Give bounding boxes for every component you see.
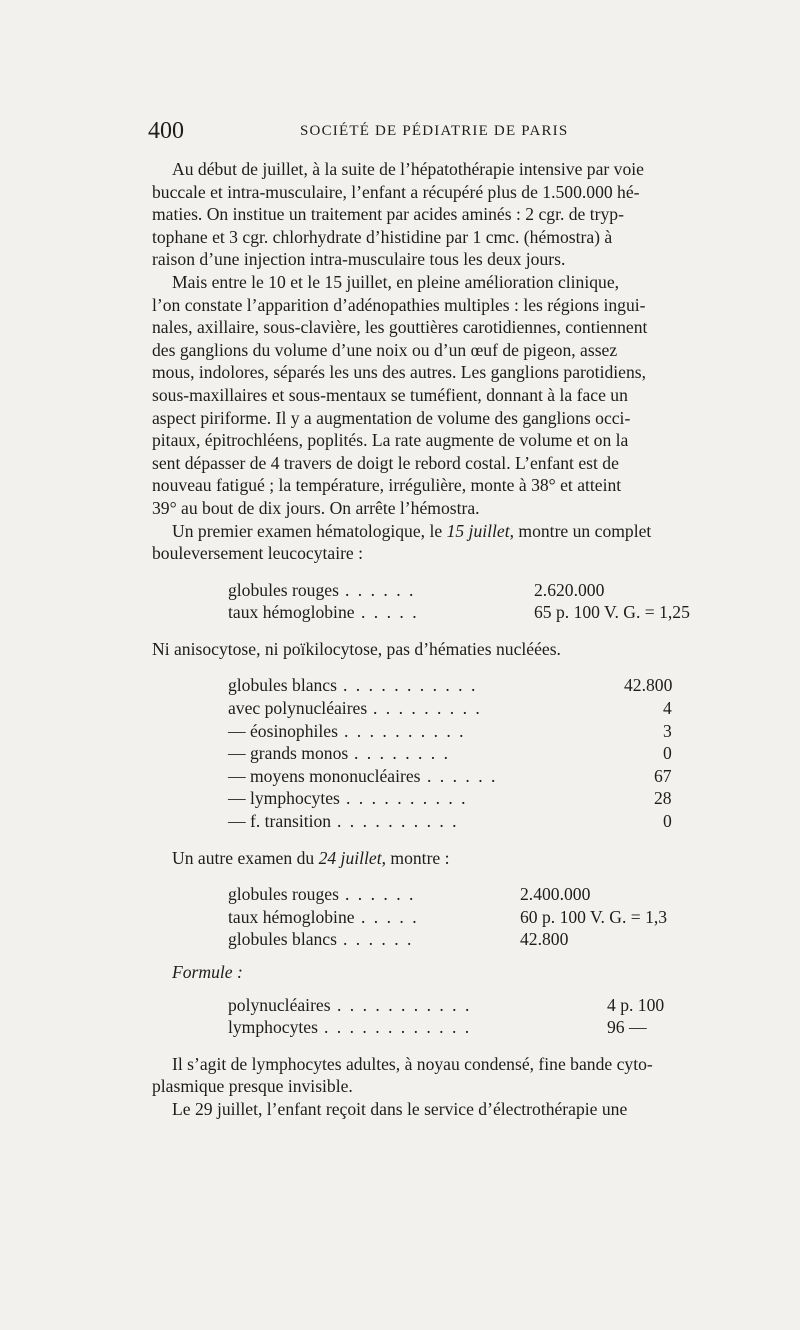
row-label: — lymphocytes [228, 788, 340, 809]
table-row [152, 787, 752, 810]
text-line: Mais entre le 10 et le 15 juillet, en pleine amélioration clinique, [172, 271, 620, 292]
leader-dots: . . . . . . . . . . . [337, 994, 472, 1015]
row-value: 3 [663, 720, 672, 741]
spacer [152, 984, 752, 994]
row-label: taux hémoglobine [228, 602, 355, 623]
exam-1-leucocytes-table [152, 674, 752, 832]
text-span: Un premier examen hématologique, le [172, 520, 447, 541]
text-span: , montre : [381, 847, 450, 868]
text-line: maties. On institue un traitement par acides aminés : 2 cgr. de tryp- [152, 204, 624, 225]
date-emphasis: 24 juillet [318, 847, 382, 868]
text-span: , montre un complet [509, 520, 652, 541]
row-value: 2.400.000 [520, 884, 591, 905]
text-line: buccale et intra-musculaire, l’enfant a récupéré plus de 1.500.000 hé- [152, 181, 640, 202]
spacer [152, 660, 752, 674]
text-line: sent dépasser de 4 travers de doigt le rebord costal. L’enfant est de [152, 452, 619, 473]
text-line: tophane et 3 cgr. chlorhydrate d’histidine par 1 cmc. (hémostra) à [152, 226, 613, 247]
formule-table [152, 994, 752, 1039]
table-row [152, 579, 752, 602]
row-value: 42.800 [520, 929, 569, 950]
spacer [152, 951, 752, 961]
row-label: lymphocytes [228, 1017, 318, 1038]
leader-dots: . . . . . [361, 602, 419, 623]
leader-dots: . . . . . . [343, 929, 414, 950]
table-row [152, 674, 752, 697]
page-body [152, 158, 752, 1121]
paragraph-1 [152, 158, 752, 271]
row-label: — grands monos [228, 743, 349, 764]
row-value: 67 [654, 765, 672, 786]
table-row [152, 883, 752, 906]
spacer [152, 565, 752, 579]
row-value: 42.800 [624, 675, 673, 696]
row-label: globules rouges [228, 884, 339, 905]
leader-dots: . . . . . . . . [354, 743, 450, 764]
running-title: SOCIÉTÉ DE PÉDIATRIE DE PARIS [300, 123, 569, 139]
spacer [152, 1039, 752, 1053]
table-row [152, 928, 752, 951]
table-row [152, 742, 752, 765]
page-header [148, 118, 748, 154]
row-label: — f. transition [228, 811, 332, 832]
formule-label: Formule : [172, 962, 243, 982]
row-value: 0 [663, 743, 672, 764]
table-row [152, 1016, 752, 1039]
text-line: plasmique presque invisible. [152, 1076, 353, 1097]
table-row [152, 697, 752, 720]
table-row [152, 994, 752, 1017]
text-line: des ganglions du volume d’une noix ou d’un œuf de pigeon, assez [152, 339, 618, 360]
text-line: aspect piriforme. Il y a augmentation de volume des ganglions occi- [152, 407, 631, 428]
leader-dots: . . . . . . . . . [373, 698, 482, 719]
text-line: Au début de juillet, à la suite de l’hépatothérapie intensive par voie [172, 159, 644, 179]
table-row [152, 810, 752, 833]
text-line: l’on constate l’apparition d’adénopathies multiples : les régions ingui- [152, 294, 646, 315]
table-row [152, 720, 752, 743]
text-line: mous, indolores, séparés les uns des autres. Les ganglions parotidiens, [152, 362, 646, 383]
text-line: bouleversement leucocytaire : [152, 543, 364, 564]
row-value: 4 [663, 698, 672, 719]
row-label: — éosinophiles [228, 720, 338, 741]
leader-dots: . . . . . [361, 906, 419, 927]
leader-dots: . . . . . . [427, 765, 498, 786]
spacer [152, 869, 752, 883]
leader-dots: . . . . . . [345, 884, 416, 905]
paragraph-3 [152, 520, 752, 565]
leader-dots: . . . . . . . . . . [344, 720, 466, 741]
row-value: 4 p. 100 [607, 994, 665, 1015]
text-line: nales, axillaire, sous-clavière, les gouttières carotidiennes, contiennent [152, 317, 648, 338]
text-line: nouveau fatigué ; la température, irrégulière, monte à 38° et atteint [152, 475, 622, 496]
row-label: globules rouges [228, 579, 339, 600]
text-line: 39° au bout de dix jours. On arrête l’hémostra. [152, 497, 480, 518]
leader-dots: . . . . . . [345, 579, 416, 600]
row-value: 96 — [607, 1017, 647, 1038]
paragraph-4 [152, 1053, 752, 1098]
exam-1-table [152, 579, 752, 624]
text-line: Il s’agit de lymphocytes adultes, à noyau condensé, fine bande cyto- [172, 1053, 653, 1074]
leader-dots: . . . . . . . . . . . . [324, 1017, 472, 1038]
text-line: raison d’une injection intra-musculaire tous les deux jours. [152, 249, 566, 270]
row-value: 65 p. 100 V. G. = 1,25 [534, 602, 690, 623]
row-label: globules blancs [228, 929, 337, 950]
page-number: 400 [148, 118, 184, 144]
row-label: taux hémoglobine [228, 906, 355, 927]
date-emphasis: 15 juillet [446, 520, 510, 541]
leader-dots: . . . . . . . . . . [346, 788, 468, 809]
text-line: sous-maxillaires et sous-mentaux se tuméfient, donnant à la face un [152, 384, 628, 405]
text-line: pitaux, épitrochléens, poplités. La rate augmente de volume et on la [152, 430, 629, 451]
paragraph-2 [152, 271, 752, 520]
row-value: 60 p. 100 V. G. = 1,3 [520, 906, 668, 927]
row-label: polynucléaires [228, 994, 331, 1015]
note-line: Ni anisocytose, ni poïkilocytose, pas d’hématies nucléées. [152, 638, 561, 659]
row-label: globules blancs [228, 675, 337, 696]
row-label: avec polynucléaires [228, 698, 368, 719]
table-row [152, 601, 752, 624]
row-value: 28 [654, 788, 672, 809]
text-line [152, 520, 752, 543]
row-value: 2.620.000 [534, 579, 605, 600]
spacer [152, 624, 752, 638]
table-row [152, 765, 752, 788]
table-row [152, 906, 752, 929]
exam-2-table [152, 883, 752, 951]
exam-2-intro [152, 847, 752, 870]
text-span: Un autre examen du [172, 847, 319, 868]
row-label: — moyens mononucléaires [228, 765, 421, 786]
leader-dots: . . . . . . . . . . . [343, 675, 478, 696]
leader-dots: . . . . . . . . . . [337, 811, 459, 832]
paragraph-5: Le 29 juillet, l’enfant reçoit dans le service d’électrothérapie une [172, 1098, 628, 1119]
spacer [152, 833, 752, 847]
row-value: 0 [663, 811, 672, 832]
